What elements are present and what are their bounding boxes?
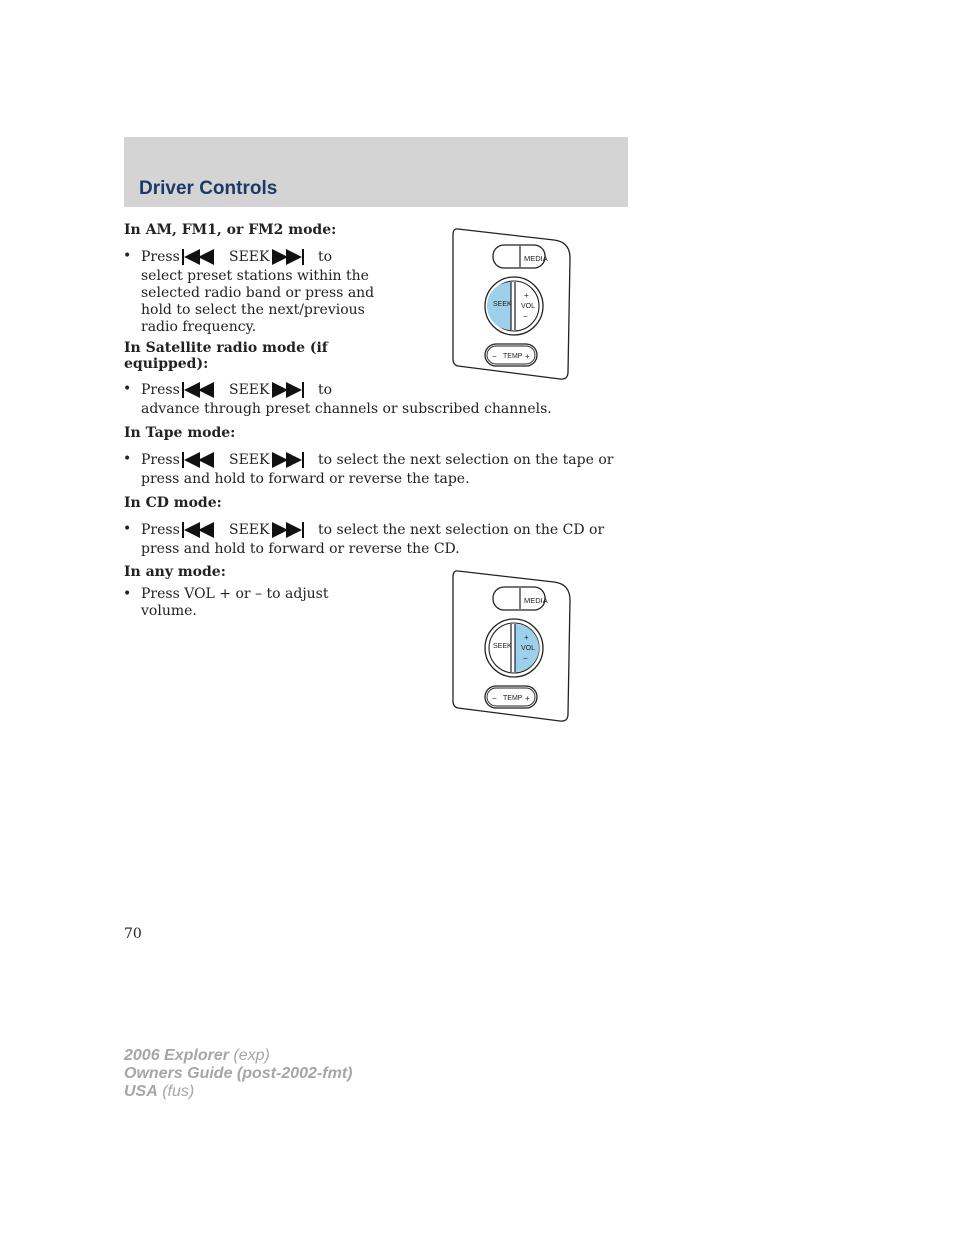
satellite-bullet: [123, 381, 621, 418]
vol-minus-label: −: [523, 654, 528, 663]
seek-label: SEEK: [493, 301, 512, 308]
vol-label: VOL: [521, 645, 536, 652]
press-row: [141, 248, 441, 268]
seek-label: SEEK: [493, 643, 512, 650]
satellite-heading: [124, 340, 328, 372]
temp-minus-label: −: [492, 694, 497, 703]
tape-bullet: [123, 451, 621, 488]
vol-plus-label: +: [524, 633, 529, 642]
seek-back-icon: [182, 381, 218, 399]
body-line: select preset stations within the: [141, 268, 369, 284]
body-line: selected radio band or press and: [141, 285, 375, 301]
press-row: [141, 381, 621, 401]
section-title: Driver Controls: [139, 178, 278, 199]
seek-forward-icon: [272, 451, 308, 469]
body-line: advance through preset channels or subscribed channels.: [141, 401, 552, 417]
seek-word: SEEK: [229, 452, 270, 468]
seek-back-icon: [182, 521, 218, 539]
section-header: [124, 137, 628, 207]
bullet-dot: •: [123, 521, 132, 537]
press-row: [141, 451, 621, 471]
media-label: MEDIA: [524, 596, 548, 605]
control-panel-vol-illustration: [450, 568, 574, 724]
seek-back-icon: [182, 248, 218, 266]
bullet-dot: •: [123, 451, 132, 467]
seek-forward-icon: [272, 521, 308, 539]
vol-label: VOL: [521, 303, 536, 310]
to-word: to: [318, 382, 333, 398]
body-line: radio frequency.: [141, 319, 257, 335]
footer-line: [124, 1047, 352, 1065]
body-line: press and hold to forward or reverse the tape.: [141, 471, 470, 487]
seek-word: SEEK: [229, 249, 270, 265]
vol-plus-label: +: [524, 291, 529, 300]
footer-guide: Owners Guide (post-2002-fmt): [124, 1065, 353, 1082]
am-fm-bullet: [123, 248, 441, 336]
temp-label: TEMP: [503, 353, 523, 360]
body-line: press and hold to forward or reverse the CD.: [141, 541, 460, 557]
am-fm-heading: In AM, FM1, or FM2 mode:: [124, 222, 337, 238]
footer-model-code: (exp): [228, 1047, 270, 1064]
bullet-dot: •: [123, 381, 132, 397]
media-label: MEDIA: [524, 254, 548, 263]
any-mode-bullet: [123, 586, 371, 620]
control-panel-seek-illustration: [450, 226, 574, 382]
press-word: Press: [141, 382, 180, 398]
vol-minus-label: −: [523, 312, 528, 321]
satellite-heading-line: In Satellite radio mode (if: [124, 340, 328, 356]
press-word: Press: [141, 522, 180, 538]
seek-forward-icon: [272, 381, 308, 399]
footer-line: [124, 1083, 352, 1101]
body-line: hold to select the next/previous: [141, 302, 365, 318]
press-word: Press: [141, 452, 180, 468]
body-line: volume.: [141, 603, 197, 619]
footer-model: 2006 Explorer: [124, 1047, 229, 1064]
after-text: to select the next selection on the CD or: [318, 522, 605, 538]
after-text: to select the next selection on the tape or: [318, 452, 614, 468]
page-number: 70: [124, 926, 142, 942]
temp-plus-label: +: [525, 352, 530, 361]
bullet-dot: •: [123, 586, 132, 602]
footer-market-code: (fus): [157, 1083, 195, 1100]
temp-plus-label: +: [525, 694, 530, 703]
bullet-dot: •: [123, 248, 132, 264]
press-row: [141, 521, 621, 541]
seek-back-icon: [182, 451, 218, 469]
press-word: Press: [141, 249, 180, 265]
cd-bullet: [123, 521, 621, 558]
seek-word: SEEK: [229, 522, 270, 538]
tape-heading: In Tape mode:: [124, 425, 236, 441]
seek-word: SEEK: [229, 382, 270, 398]
seek-forward-icon: [272, 248, 308, 266]
temp-minus-label: −: [492, 352, 497, 361]
cd-heading: In CD mode:: [124, 495, 222, 511]
body-line: Press VOL + or – to adjust: [141, 586, 329, 602]
temp-label: TEMP: [503, 695, 523, 702]
to-word: to: [318, 249, 333, 265]
document-footer: [124, 1047, 352, 1101]
satellite-heading-line: equipped):: [124, 356, 209, 372]
footer-market: USA: [124, 1083, 158, 1100]
any-mode-heading: In any mode:: [124, 564, 226, 580]
